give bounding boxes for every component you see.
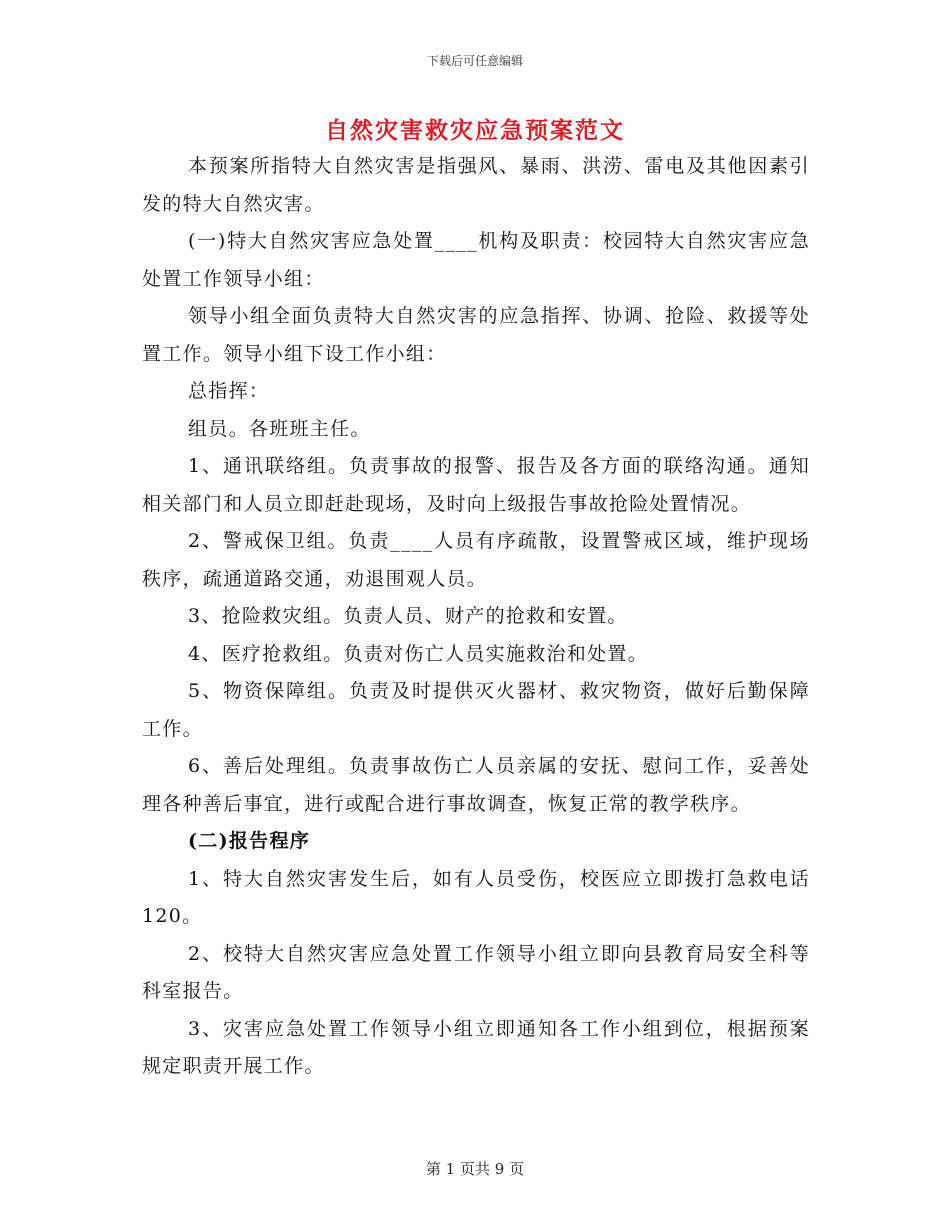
paragraph-group-2: 2、警戒保卫组。负责____人员有序疏散，设置警戒区域，维护现场秩序，疏通道路交通，劝退围观人员。 (142, 530, 810, 590)
paragraph-section-1-heading: (一)特大自然灾害应急处置____机构及职责：校园特大自然灾害应急处置工作领导小组： (142, 230, 810, 290)
page-number-footer: 第 1 页共 9 页 (425, 1160, 525, 1178)
section-2-heading: (二)报告程序 (188, 830, 311, 852)
paragraph-group-5: 5、物资保障组。负责及时提供灭火器材、救灾物资，做好后勤保障工作。 (142, 680, 810, 740)
paragraph-group-1: 1、通讯联络组。负责事故的报警、报告及各方面的联络沟通。通知相关部门和人员立即赶赴现场，及时向上级报告事故抢险处置情况。 (142, 455, 810, 515)
paragraph-report-1: 1、特大自然灾害发生后，如有人员受伤，校医应立即拨打急救电话120。 (142, 867, 810, 927)
header-note: 下载后可任意编辑 (426, 54, 523, 68)
paragraph-members: 组员。各班班主任。 (188, 417, 371, 440)
paragraph-report-2: 2、校特大自然灾害应急处置工作领导小组立即向县教育局安全科等科室报告。 (142, 942, 810, 1002)
paragraph-group-4: 4、医疗抢救组。负责对伤亡人员实施救治和处置。 (188, 642, 648, 665)
paragraph-group-6: 6、善后处理组。负责事故伤亡人员亲属的安抚、慰问工作，妥善处理各种善后事宜，进行或配合进行事故调查，恢复正常的教学秩序。 (142, 755, 810, 815)
document-body (142, 148, 810, 1086)
paragraph-leadership-duty: 领导小组全面负责特大自然灾害的应急指挥、协调、抢险、救援等处置工作。领导小组下设工作小组： (142, 305, 810, 365)
document-title: 自然灾害救灾应急预案范文 (325, 117, 625, 144)
paragraph-commander: 总指挥： (188, 380, 270, 402)
paragraph-report-3: 3、灾害应急处置工作领导小组立即通知各工作小组到位，根据预案规定职责开展工作。 (142, 1017, 810, 1077)
paragraph-group-3: 3、抢险救灾组。负责人员、财产的抢救和安置。 (188, 605, 628, 627)
paragraph-intro: 本预案所指特大自然灾害是指强风、暴雨、洪涝、雷电及其他因素引发的特大自然灾害。 (142, 155, 810, 215)
